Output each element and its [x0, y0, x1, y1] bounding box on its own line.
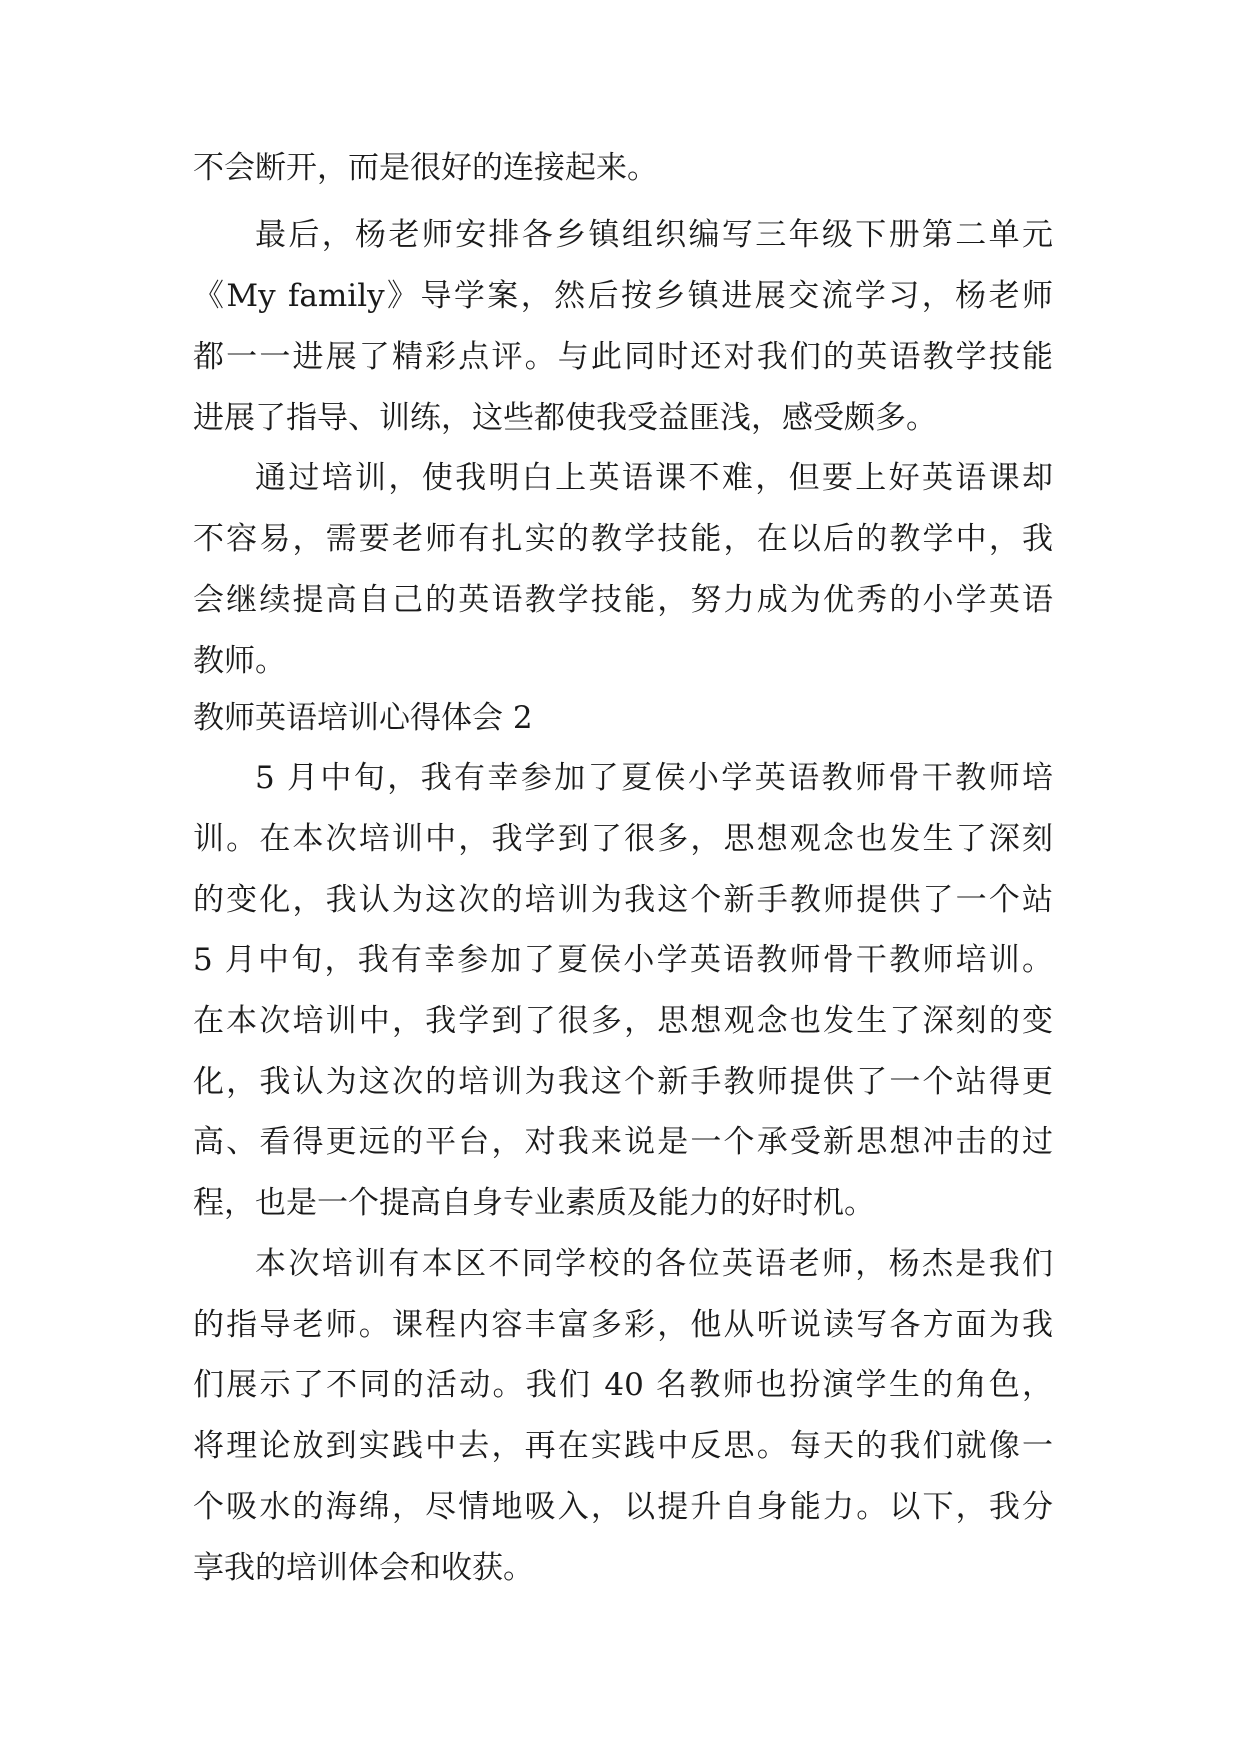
paragraph-line: 不会断开，而是很好的连接起来。 [193, 150, 658, 186]
paragraph-line: 5 月中旬，我有幸参加了夏侯小学英语教师骨干教师培 [255, 760, 1053, 796]
paragraph-line: 训。在本次培训中，我学到了很多，思想观念也发生了深刻 [193, 821, 1053, 857]
paragraph-line: 将理论放到实践中去，再在实践中反思。每天的我们就像一 [193, 1428, 1053, 1464]
paragraph-line: 们展示了不同的活动。我们 40 名教师也扮演学生的角色， [193, 1367, 1053, 1403]
paragraph-line: 高、看得更远的平台，对我来说是一个承受新思想冲击的过 [193, 1124, 1053, 1160]
paragraph-line: 化，我认为这次的培训为我这个新手教师提供了一个站得更 [193, 1064, 1053, 1100]
paragraph-line: 程，也是一个提高自身专业素质及能力的好时机。 [193, 1185, 875, 1221]
paragraph-line: 的指导老师。课程内容丰富多彩，他从听说读写各方面为我 [193, 1307, 1053, 1343]
paragraph-line: 最后，杨老师安排各乡镇组织编写三年级下册第二单元 [255, 217, 1053, 253]
paragraph-line: 享我的培训体会和收获。 [193, 1550, 534, 1586]
paragraph-line: 的变化，我认为这次的培训为我这个新手教师提供了一个站 [193, 882, 1053, 918]
paragraph-line: 《My family》导学案，然后按乡镇进展交流学习，杨老师 [193, 278, 1053, 314]
paragraph-line: 会继续提高自己的英语教学技能，努力成为优秀的小学英语 [193, 582, 1053, 618]
paragraph-line: 进展了指导、训练，这些都使我受益匪浅，感受颇多。 [193, 400, 937, 436]
paragraph-line: 都一一进展了精彩点评。与此同时还对我们的英语教学技能 [193, 339, 1053, 375]
paragraph-line: 教师。 [193, 643, 286, 679]
paragraph-line: 5 月中旬，我有幸参加了夏侯小学英语教师骨干教师培训。 [193, 942, 1053, 978]
paragraph-line: 通过培训，使我明白上英语课不难，但要上好英语课却 [255, 460, 1053, 496]
paragraph-line: 不容易，需要老师有扎实的教学技能，在以后的教学中，我 [193, 521, 1053, 557]
paragraph-line: 本次培训有本区不同学校的各位英语老师，杨杰是我们 [255, 1246, 1053, 1282]
paragraph-line: 在本次培训中，我学到了很多，思想观念也发生了深刻的变 [193, 1003, 1053, 1039]
section-heading: 教师英语培训心得体会 2 [193, 700, 533, 736]
paragraph-line: 个吸水的海绵，尽情地吸入，以提升自身能力。以下，我分 [193, 1489, 1053, 1525]
